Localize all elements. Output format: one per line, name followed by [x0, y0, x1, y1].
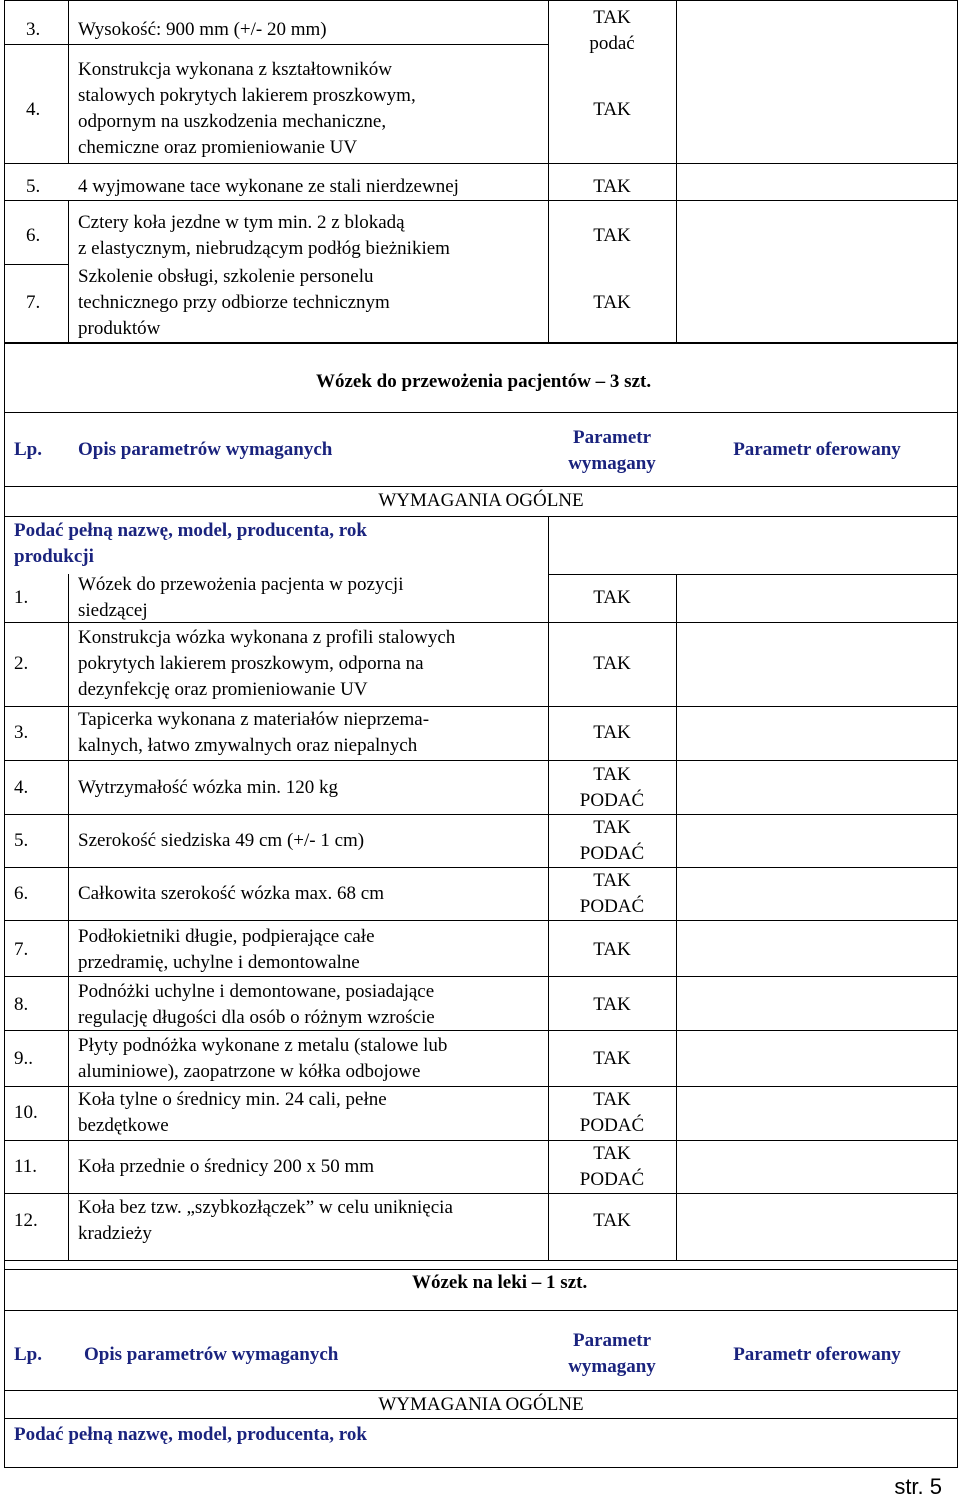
row-value: TAK [593, 1210, 631, 1231]
row-value: TAK [593, 939, 631, 960]
row-description: kradzieży [78, 1223, 152, 1244]
header-required: wymagany [568, 453, 656, 474]
general-requirements: WYMAGANIA OGÓLNE [378, 490, 584, 511]
row-value: PODAĆ [579, 1169, 645, 1190]
page-number: str. 5 [894, 1474, 942, 1499]
row-number: 6. [26, 225, 41, 246]
row-value: PODAĆ [579, 790, 645, 811]
row-number: 4. [14, 777, 29, 798]
row-description: Szerokość siedziska 49 cm (+/- 1 cm) [78, 830, 365, 851]
row-value: TAK [593, 817, 631, 838]
row-value: TAK [593, 653, 631, 674]
row-description: odpornym na uszkodzenia mechaniczne, [78, 111, 387, 132]
row-value: TAK [593, 1143, 631, 1164]
row-description: pokrytych lakierem proszkowym, odporna na [78, 653, 424, 674]
row-description: bezdętkowe [78, 1115, 169, 1136]
row-number: 9.. [14, 1048, 33, 1069]
row-value: TAK [593, 7, 631, 28]
row-number: 3. [26, 19, 41, 40]
row-description: Podłokietniki długie, podpierające całe [78, 926, 375, 947]
row-description: Koła tylne o średnicy min. 24 cali, pełne [78, 1089, 387, 1110]
row-description: aluminiowe), zaopatrzone w kółka odbojowe [78, 1061, 421, 1082]
provide-info: produkcji [14, 546, 94, 567]
row-number: 12. [14, 1210, 38, 1231]
row-value: TAK [593, 994, 631, 1015]
row-description: Podnóżki uchylne i demontowane, posiadające [78, 981, 435, 1002]
section-title: Wózek do przewożenia pacjentów – 3 szt. [316, 371, 652, 392]
row-description: Całkowita szerokość wózka max. 68 cm [78, 883, 385, 904]
row-value: TAK [593, 722, 631, 743]
row-description: Wysokość: 900 mm (+/- 20 mm) [78, 19, 327, 40]
row-number: 6. [14, 883, 29, 904]
row-description: dezynfekcję oraz promieniowanie UV [78, 679, 368, 700]
row-description: Szkolenie obsługi, szkolenie personelu [78, 266, 374, 287]
row-description: regulację długości dla osób o różnym wzroście [78, 1007, 435, 1028]
row-value: TAK [593, 764, 631, 785]
row-description: Konstrukcja wykonana z kształtowników [78, 59, 392, 80]
header-description: Opis parametrów wymaganych [78, 439, 333, 460]
row-description: chemiczne oraz promieniowanie UV [78, 137, 358, 158]
row-description: siedzącej [78, 600, 148, 621]
row-value: TAK [593, 99, 631, 120]
row-description: produktów [78, 318, 161, 339]
row-number: 8. [14, 994, 29, 1015]
row-value: PODAĆ [579, 896, 645, 917]
row-description: przedramię, uchylne i demontowalne [78, 952, 360, 973]
row-value: PODAĆ [579, 843, 645, 864]
row-description: Wózek do przewożenia pacjenta w pozycji [78, 574, 404, 595]
row-value: TAK [593, 870, 631, 891]
row-value: TAK [593, 225, 631, 246]
row-description: Wytrzymałość wózka min. 120 kg [78, 777, 339, 798]
row-number: 10. [14, 1102, 38, 1123]
header-required: Parametr [572, 427, 652, 448]
row-description: Koła bez tzw. „szybkozłączek” w celu uniknięcia [78, 1197, 453, 1218]
row-number: 4. [26, 99, 41, 120]
row-number: 7. [26, 292, 41, 313]
row-value: TAK [593, 292, 631, 313]
row-description: z elastycznym, niebrudzącym podłóg bieżnikiem [78, 238, 450, 259]
row-number: 2. [14, 653, 29, 674]
header-description: Opis parametrów wymaganych [84, 1344, 339, 1365]
header-lp: Lp. [14, 439, 42, 460]
row-value: TAK [593, 176, 631, 197]
row-number: 5. [14, 830, 29, 851]
provide-info: Podać pełną nazwę, model, producenta, rok [14, 1424, 367, 1445]
row-value: PODAĆ [579, 1115, 645, 1136]
row-number: 7. [14, 939, 29, 960]
row-number: 11. [14, 1156, 38, 1177]
row-description: Cztery koła jezdne w tym min. 2 z blokadą [78, 212, 405, 233]
row-description: Koła przednie o średnicy 200 x 50 mm [78, 1156, 375, 1177]
header-offered: Parametr oferowany [733, 439, 901, 460]
row-description: Konstrukcja wózka wykonana z profili stalowych [78, 627, 456, 648]
row-value: TAK [593, 1089, 631, 1110]
row-value: TAK [593, 587, 631, 608]
row-description: Tapicerka wykonana z materiałów nieprzema- [78, 709, 430, 730]
row-value: podać [589, 33, 635, 54]
row-description: Płyty podnóżka wykonane z metalu (stalowe lub [78, 1035, 448, 1056]
row-value: TAK [593, 1048, 631, 1069]
row-number: 1. [14, 587, 29, 608]
row-description: kalnych, łatwo zmywalnych oraz niepalnych [78, 735, 418, 756]
general-requirements: WYMAGANIA OGÓLNE [378, 1394, 584, 1415]
row-description: stalowych pokrytych lakierem proszkowym, [78, 85, 416, 106]
provide-info: Podać pełną nazwę, model, producenta, rok [14, 520, 367, 541]
header-required: Parametr [572, 1330, 652, 1351]
header-required: wymagany [568, 1356, 656, 1377]
section-title: Wózek na leki – 1 szt. [412, 1272, 588, 1293]
row-number: 5. [26, 176, 41, 197]
row-description: technicznego przy odbiorze technicznym [78, 292, 390, 313]
row-description: 4 wyjmowane tace wykonane ze stali nierdzewnej [78, 176, 459, 197]
header-offered: Parametr oferowany [733, 1344, 901, 1365]
row-number: 3. [14, 722, 29, 743]
header-lp: Lp. [14, 1344, 42, 1365]
